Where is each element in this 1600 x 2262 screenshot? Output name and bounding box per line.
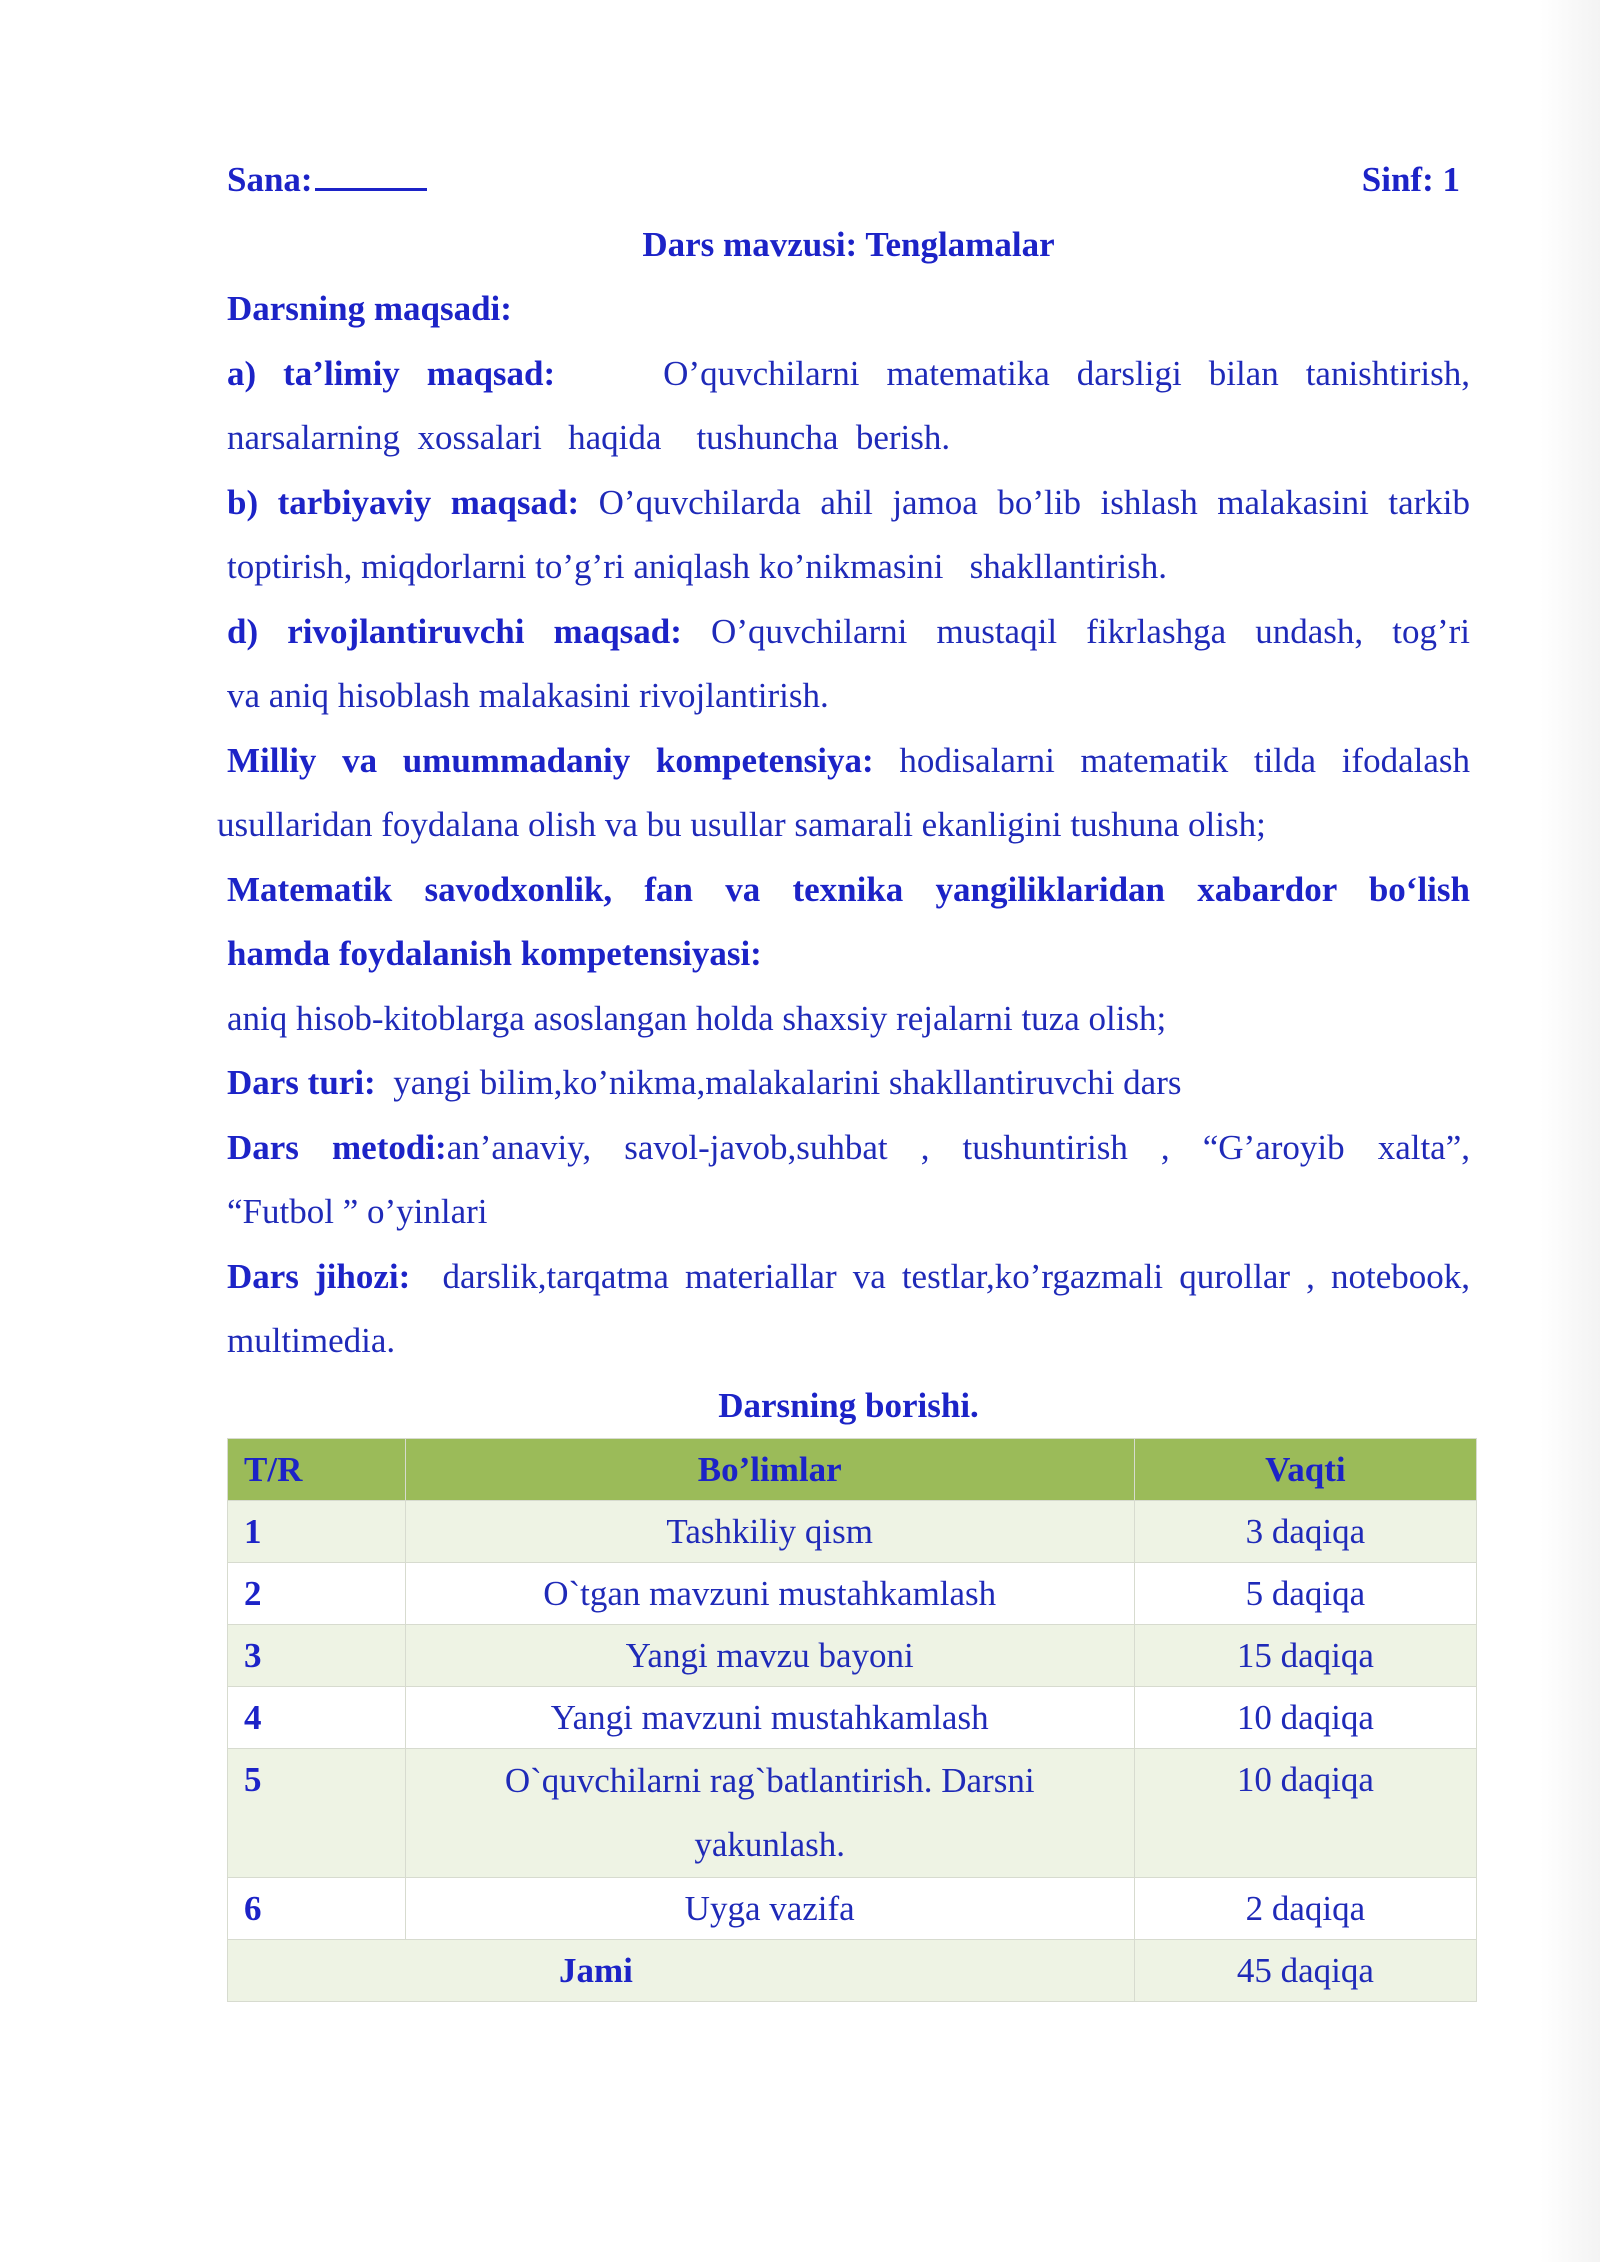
row-number: 4 [228,1687,406,1749]
dars-turi-text: yangi bilim,ko’nikma,malakalarini shakllantiruvchi dars [393,1063,1182,1102]
dars-metodi-line-2: “Futbol ” o’yinlari [227,1192,488,1231]
row-number: 6 [228,1878,406,1940]
dars-jihozi-line-1 [227,1245,1470,1310]
table-row [228,1687,1477,1749]
table-row [228,1563,1477,1625]
row-section: Uyga vazifa [405,1878,1134,1940]
lesson-topic: Dars mavzusi: Tenglamalar [642,224,1055,264]
total-label: Jami [228,1940,1135,2002]
goal-a-label: a) ta’limiy maqsad: [227,353,556,393]
goal-d-line-2: va aniq hisoblash malakasini rivojlantirish. [227,676,829,715]
dars-jihozi-text: darslik,tarqatma materiallar va testlar,ko’rgazmali qurollar , notebook, [442,1256,1471,1296]
sana-blank-line [315,166,427,191]
matematik-label-line-1: Matematik savodxonlik, fan va texnika yangiliklaridan xabardor bo‘lish [227,869,1470,909]
row-time: 3 daqiqa [1134,1501,1476,1563]
row-number: 3 [228,1625,406,1687]
table-row [228,1625,1477,1687]
header-tr: T/R [228,1439,406,1501]
row-time: 10 daqiqa [1134,1749,1476,1878]
dars-turi-label: Dars turi: [227,1063,376,1102]
row-number: 5 [228,1749,406,1878]
row-section: Yangi mavzu bayoni [405,1625,1134,1687]
goal-d-text: O’quvchilarni mustaqil fikrlashga undash, tog’ri [711,611,1470,651]
header-time: Vaqti [1134,1439,1476,1501]
row-section-line-2: yakunlash. [694,1825,846,1864]
dars-metodi-line-1 [227,1116,1470,1181]
dars-turi-line [227,1051,1470,1116]
dars-metodi-label: Dars metodi: [227,1127,447,1167]
row-number: 1 [228,1501,406,1563]
row-section: O`tgan mavzuni mustahkamlash [405,1563,1134,1625]
row-time: 5 daqiqa [1134,1563,1476,1625]
table-total-row [228,1940,1477,2002]
total-time: 45 daqiqa [1134,1940,1476,2002]
table-row [228,1749,1477,1878]
header-sections: Bo’limlar [405,1439,1134,1501]
dars-jihozi-line-2: multimedia. [227,1321,396,1360]
table-row [228,1501,1477,1563]
dars-metodi-text: an’anaviy, savol-javob,suhbat , tushuntirish , “G’aroyib xalta”, [446,1127,1471,1167]
goal-d-line-1 [227,600,1470,665]
goal-a-line-1 [227,342,1470,407]
milliy-line-2: usullaridan foydalana olish va bu usullar samarali ekanligini tushuna olish; [217,805,1266,844]
row-time: 15 daqiqa [1134,1625,1476,1687]
sinf-label: Sinf: 1 [1361,160,1460,199]
row-number: 2 [228,1563,406,1625]
milliy-label: Milliy va umummadaniy kompetensiya: [227,740,874,780]
dars-jihozi-label: Dars jihozi: [227,1256,411,1296]
row-section: Tashkiliy qism [405,1501,1134,1563]
table-row [228,1878,1477,1940]
goal-a-line-2: narsalarning xossalari haqida tushuncha berish. [227,418,951,457]
lesson-flow-table [227,1438,1477,2002]
matematik-text: aniq hisob-kitoblarga asoslangan holda shaxsiy rejalarni tuza olish; [227,998,1167,1038]
table-header-row [228,1439,1477,1501]
lesson-plan-document [217,148,1471,1438]
header-line [227,148,1470,213]
milliy-text: hodisalarni matematik tilda ifodalash [899,740,1470,780]
page-edge-shadow [1540,0,1600,2262]
goal-b-line-2: toptirish, miqdorlarni to’g’ri aniqlash ko’nikmasini shakllantirish. [227,547,1168,586]
goal-d-label: d) rivojlantiruvchi maqsad: [227,611,682,651]
borishi-heading: Darsning borishi. [718,1385,979,1425]
sana-label: Sana: [227,160,313,199]
goal-a-text: O’quvchilarni matematika darsligi bilan tanishtirish, [663,353,1471,393]
goals-heading: Darsning maqsadi: [227,289,512,328]
row-section-line-1: O`quvchilarni rag`batlantirish. Darsni [504,1761,1035,1800]
row-section: Yangi mavzuni mustahkamlash [405,1687,1134,1749]
row-time: 10 daqiqa [1134,1687,1476,1749]
goal-b-line-1 [227,471,1470,536]
row-time: 2 daqiqa [1134,1878,1476,1940]
goal-b-text: O’quvchilarda ahil jamoa bo’lib ishlash malakasini tarkib [598,482,1470,522]
milliy-line-1 [227,729,1470,794]
goal-b-label: b) tarbiyaviy maqsad: [227,482,580,522]
row-section [405,1749,1134,1878]
matematik-label-line-2: hamda foydalanish kompetensiyasi: [227,934,762,973]
